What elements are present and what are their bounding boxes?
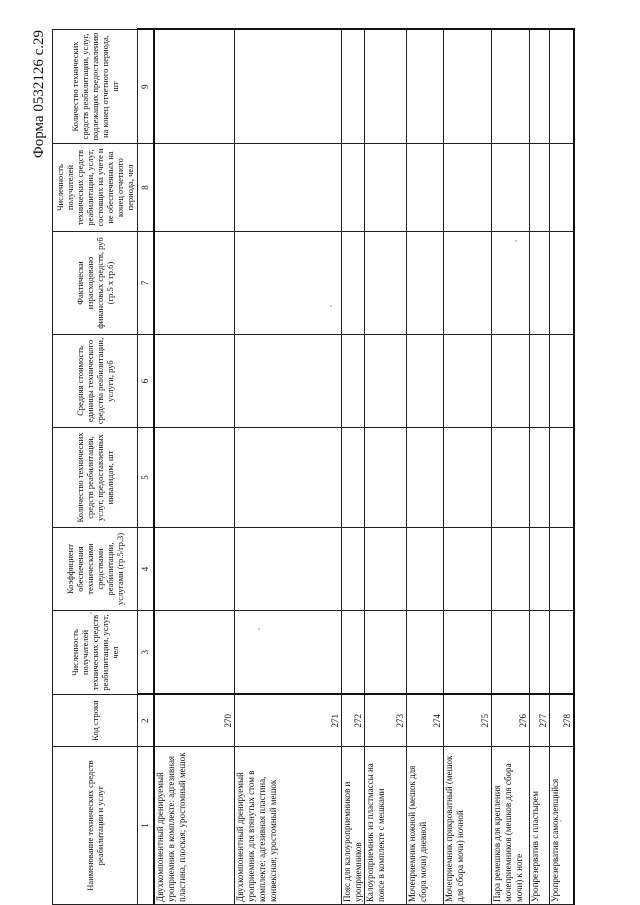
report-table <box>52 29 575 905</box>
empty-cell-col-3 <box>154 611 234 695</box>
empty-cell-col-3 <box>529 611 549 695</box>
empty-cell-col-3 <box>234 611 341 695</box>
column-header-9: Количество технических средств реабилитации, услуг, подлежащих предоставлению на конец отчетного периода, шт <box>53 30 138 144</box>
empty-cell-col-9 <box>341 30 364 144</box>
empty-cell-col-7 <box>406 232 443 335</box>
row-code: 275 <box>443 695 491 747</box>
empty-cell-col-8 <box>364 144 406 232</box>
empty-cell-col-7 <box>443 232 491 335</box>
row-code: 278 <box>549 695 574 747</box>
empty-cell-col-5 <box>234 428 341 528</box>
scan-speck <box>258 628 260 630</box>
empty-cell-col-9 <box>529 30 549 144</box>
empty-cell-col-4 <box>406 528 443 611</box>
empty-cell-col-7 <box>491 232 529 335</box>
column-number-4: 4 <box>138 528 155 611</box>
row-code: 272 <box>341 695 364 747</box>
empty-cell-col-5 <box>364 428 406 528</box>
column-header-3: Численность получателей технических средств реабилитации, услуг, чел <box>53 611 138 695</box>
table-row <box>364 30 406 905</box>
empty-cell-col-6 <box>234 335 341 428</box>
column-number-5: 5 <box>138 428 155 528</box>
column-header-5: Количество технических средств реабилитации, услуг, предоставленных инвалидам, шт <box>53 428 138 528</box>
column-header-7: Фактически израсходовано финансовых средств, руб (гр.5 x гр.6) <box>53 232 138 335</box>
empty-cell-col-6 <box>341 335 364 428</box>
empty-cell-col-5 <box>341 428 364 528</box>
empty-cell-col-8 <box>443 144 491 232</box>
empty-cell-col-3 <box>341 611 364 695</box>
empty-cell-col-8 <box>549 144 574 232</box>
column-header-4: Коэффициент обеспечения техническими средствами реабилитации, услугами (гр.5/гр.3) <box>53 528 138 611</box>
empty-cell-col-4 <box>364 528 406 611</box>
table-row <box>491 30 529 905</box>
table-row <box>549 30 574 905</box>
empty-cell-col-7 <box>549 232 574 335</box>
empty-cell-col-4 <box>549 528 574 611</box>
empty-cell-col-5 <box>406 428 443 528</box>
empty-cell-col-7 <box>529 232 549 335</box>
row-name: Двухкомпонентный дренируемый уроприемник для втянутых стом в комплекте: адгезивная пластина, конвексная; уростомный мешок <box>234 747 341 905</box>
empty-cell-col-9 <box>406 30 443 144</box>
empty-cell-col-9 <box>364 30 406 144</box>
row-code: 271 <box>234 695 341 747</box>
row-code: 277 <box>529 695 549 747</box>
column-header-2: Код строки <box>53 695 138 747</box>
scan-speck <box>560 820 562 822</box>
column-number-6: 6 <box>138 335 155 428</box>
empty-cell-col-9 <box>234 30 341 144</box>
column-number-7: 7 <box>138 232 155 335</box>
column-number-8: 8 <box>138 144 155 232</box>
scan-speck <box>330 305 332 307</box>
column-header-1: Наименование технических средств реабилитации и услуг <box>53 747 138 905</box>
empty-cell-col-7 <box>364 232 406 335</box>
empty-cell-col-8 <box>341 144 364 232</box>
row-code: 276 <box>491 695 529 747</box>
empty-cell-col-8 <box>491 144 529 232</box>
empty-cell-col-6 <box>406 335 443 428</box>
empty-cell-col-8 <box>154 144 234 232</box>
scan-speck <box>515 240 517 242</box>
row-name: Мочеприемник ножной (мешок для сбора мочи) дневной <box>406 747 443 905</box>
table-row <box>154 30 234 905</box>
row-name: Уропрезерватив с пластырем <box>529 747 549 905</box>
table-row <box>443 30 491 905</box>
empty-cell-col-4 <box>491 528 529 611</box>
form-code: Форма 0532126 с.29 <box>31 30 47 159</box>
empty-cell-col-5 <box>154 428 234 528</box>
rotated-form-page <box>30 30 612 905</box>
empty-cell-col-3 <box>364 611 406 695</box>
table-row <box>406 30 443 905</box>
empty-cell-col-8 <box>529 144 549 232</box>
header-row <box>53 30 138 905</box>
table-row <box>529 30 549 905</box>
empty-cell-col-8 <box>234 144 341 232</box>
empty-cell-col-7 <box>341 232 364 335</box>
empty-cell-col-3 <box>443 611 491 695</box>
empty-cell-col-4 <box>234 528 341 611</box>
row-name: Калоуроприемник из пластмассы на поясе в комплекте с мешками <box>364 747 406 905</box>
row-code: 273 <box>364 695 406 747</box>
row-name: Пояс для калоуроприемников и уроприемников <box>341 747 364 905</box>
empty-cell-col-5 <box>529 428 549 528</box>
empty-cell-col-9 <box>154 30 234 144</box>
column-number-1: 1 <box>138 747 155 905</box>
empty-cell-col-4 <box>154 528 234 611</box>
row-name: Мочеприемник прикроватный (мешок для сбора мочи) ночной <box>443 747 491 905</box>
table-row <box>234 30 341 905</box>
empty-cell-col-4 <box>443 528 491 611</box>
empty-cell-col-3 <box>491 611 529 695</box>
empty-cell-col-7 <box>154 232 234 335</box>
row-code: 274 <box>406 695 443 747</box>
column-number-9: 9 <box>138 30 155 144</box>
empty-cell-col-6 <box>549 335 574 428</box>
scan-speck <box>90 612 92 614</box>
empty-cell-col-6 <box>529 335 549 428</box>
column-number-2: 2 <box>138 695 155 747</box>
row-name: Пара ремешков для крепления мочеприемников (мешков для сбора мочи) к ноге <box>491 747 529 905</box>
empty-cell-col-5 <box>491 428 529 528</box>
empty-cell-col-9 <box>491 30 529 144</box>
row-name: Двухкомпонентный дренируемый уроприемник в комплекте: адгезивная пластина, плоская; уростомный мешок <box>154 747 234 905</box>
table-row <box>341 30 364 905</box>
empty-cell-col-3 <box>549 611 574 695</box>
empty-cell-col-6 <box>154 335 234 428</box>
empty-cell-col-8 <box>406 144 443 232</box>
empty-cell-col-6 <box>491 335 529 428</box>
empty-cell-col-4 <box>341 528 364 611</box>
column-number-3: 3 <box>138 611 155 695</box>
empty-cell-col-7 <box>234 232 341 335</box>
empty-cell-col-6 <box>443 335 491 428</box>
empty-cell-col-5 <box>549 428 574 528</box>
empty-cell-col-6 <box>364 335 406 428</box>
empty-cell-col-4 <box>529 528 549 611</box>
table-body <box>154 30 574 905</box>
row-code: 270 <box>154 695 234 747</box>
column-number-row <box>138 30 155 905</box>
empty-cell-col-9 <box>549 30 574 144</box>
column-header-6: Средняя стоимость единицы технического средства реабилитации, услуги, руб <box>53 335 138 428</box>
empty-cell-col-9 <box>443 30 491 144</box>
row-name: Уропрезерватив самоклеящийся <box>549 747 574 905</box>
empty-cell-col-5 <box>443 428 491 528</box>
empty-cell-col-3 <box>406 611 443 695</box>
column-header-8: Численность получателей технических средств реабилитации, услуг, состоящих на учете и не обеспеченных на конец отчетного периода, чел <box>53 144 138 232</box>
